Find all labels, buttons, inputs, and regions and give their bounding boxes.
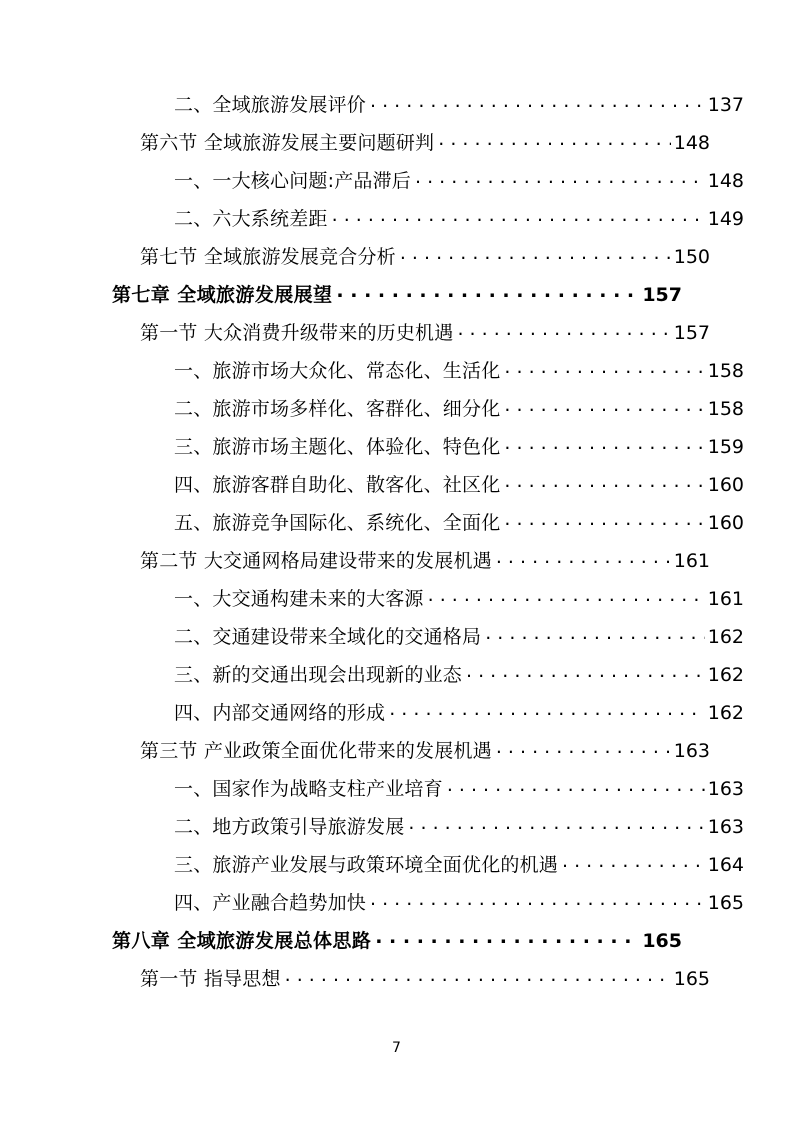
toc-entry-page: 148 [707,170,744,192]
toc-leader-dots [332,206,705,225]
toc-leader-dots [285,966,671,985]
toc-entry-page: 165 [707,892,744,914]
toc-entry-title: 二、地方政策引导旅游发展 [174,816,405,838]
toc-entry-title: 三、新的交通出现会出现新的业态 [174,664,463,686]
toc-entry[interactable] [174,776,744,799]
toc-entry-page: 158 [707,360,744,382]
toc-entry[interactable] [140,738,710,761]
toc-leader-dots [438,130,670,149]
toc-leader-dots [504,358,704,377]
toc-entry[interactable] [174,624,744,647]
toc-entry[interactable] [174,472,744,495]
toc-entry-page: 159 [707,436,744,458]
toc-entry-title: 五、旅游竞争国际化、系统化、全面化 [174,512,501,534]
toc-entry[interactable] [174,814,744,837]
toc-entry-page: 161 [673,550,710,572]
toc-entry[interactable] [140,548,710,571]
toc-leader-dots [504,434,704,453]
toc-entry[interactable] [174,92,744,115]
toc-leader-dots [496,548,671,567]
toc-entry-title: 第三节 产业政策全面优化带来的发展机遇 [140,740,492,762]
toc-entry-page: 137 [707,94,744,116]
toc-leader-dots [504,472,704,491]
toc-leader-dots [504,396,704,415]
toc-entry-title: 第七章 全域旅游发展展望 [112,284,333,306]
toc-entry[interactable] [112,928,682,951]
toc-entry[interactable] [140,320,710,343]
toc-entry[interactable] [174,206,744,229]
toc-entry-page: 162 [707,702,744,724]
toc-entry-page: 162 [707,664,744,686]
toc-leader-dots [496,738,671,757]
page-number: 7 [392,1040,401,1056]
toc-leader-dots [389,700,705,719]
toc-entry[interactable] [112,282,682,305]
toc-entry-page: 163 [673,740,710,762]
toc-entry-title: 第二节 大交通网格局建设带来的发展机遇 [140,550,492,572]
toc-entry-title: 三、旅游产业发展与政策环境全面优化的机遇 [174,854,559,876]
toc-entry[interactable] [174,358,744,381]
toc-entry-title: 三、旅游市场主题化、体验化、特色化 [174,436,501,458]
toc-leader-dots [375,928,639,947]
toc-entry-page: 158 [707,398,744,420]
toc-entry-page: 149 [707,208,744,230]
toc-entry-title: 四、产业融合趋势加快 [174,892,367,914]
toc-entry[interactable] [174,168,744,191]
toc-entry[interactable] [174,852,744,875]
toc-entry[interactable] [174,510,744,533]
toc-entry[interactable] [174,586,744,609]
toc-entry-title: 第一节 大众消费升级带来的历史机遇 [140,322,454,344]
toc-entry-title: 二、六大系统差距 [174,208,328,230]
toc-entry-page: 160 [707,474,744,496]
toc-leader-dots [504,510,704,529]
toc-entry-page: 160 [707,512,744,534]
toc-leader-dots [370,890,705,909]
toc-entry-page: 163 [707,778,744,800]
toc-entry-title: 二、交通建设带来全域化的交通格局 [174,626,482,648]
toc-leader-dots [336,282,639,301]
toc-entry-title: 四、内部交通网络的形成 [174,702,386,724]
toc-entry-title: 第六节 全域旅游发展主要问题研判 [140,132,435,154]
toc-entry-title: 第七节 全域旅游发展竞合分析 [140,246,396,268]
toc-leader-dots [466,662,705,681]
toc-entry-page: 162 [707,626,744,648]
toc-entry-title: 第一节 指导思想 [140,968,281,990]
toc-entry-page: 165 [642,930,682,952]
toc-entry-page: 163 [707,816,744,838]
toc-entry[interactable] [140,966,710,989]
toc-entry-title: 第八章 全域旅游发展总体思路 [112,930,372,952]
toc-entry-page: 157 [673,322,710,344]
toc-entry-page: 157 [642,284,682,306]
toc-entry[interactable] [174,434,744,457]
toc-entry-title: 四、旅游客群自助化、散客化、社区化 [174,474,501,496]
toc-entry-title: 一、旅游市场大众化、常态化、生活化 [174,360,501,382]
toc-leader-dots [457,320,670,339]
toc-entry-page: 165 [673,968,710,990]
toc-leader-dots [562,852,705,871]
toc-entry-page: 164 [707,854,744,876]
toc-entry[interactable] [174,662,744,685]
toc-entry-title: 二、旅游市场多样化、客群化、细分化 [174,398,501,420]
toc-entry-title: 一、国家作为战略支柱产业培育 [174,778,443,800]
toc-entry-page: 150 [673,246,710,268]
toc-entry[interactable] [174,890,744,913]
toc-entry[interactable] [140,244,710,267]
toc-entry-page: 161 [707,588,744,610]
toc-entry-page: 148 [673,132,710,154]
toc-entry-title: 一、一大核心问题:产品滞后 [174,170,412,192]
toc-leader-dots [400,244,671,263]
toc-leader-dots [408,814,704,833]
toc-entry[interactable] [174,700,744,723]
toc-entry-title: 一、大交通构建未来的大客源 [174,588,424,610]
table-of-contents [112,92,744,1004]
toc-leader-dots [370,92,705,111]
toc-leader-dots [485,624,705,643]
toc-leader-dots [415,168,705,187]
toc-entry[interactable] [174,396,744,419]
toc-entry-title: 二、全域旅游发展评价 [174,94,367,116]
toc-leader-dots [447,776,705,795]
toc-leader-dots [428,586,705,605]
toc-entry[interactable] [140,130,710,153]
